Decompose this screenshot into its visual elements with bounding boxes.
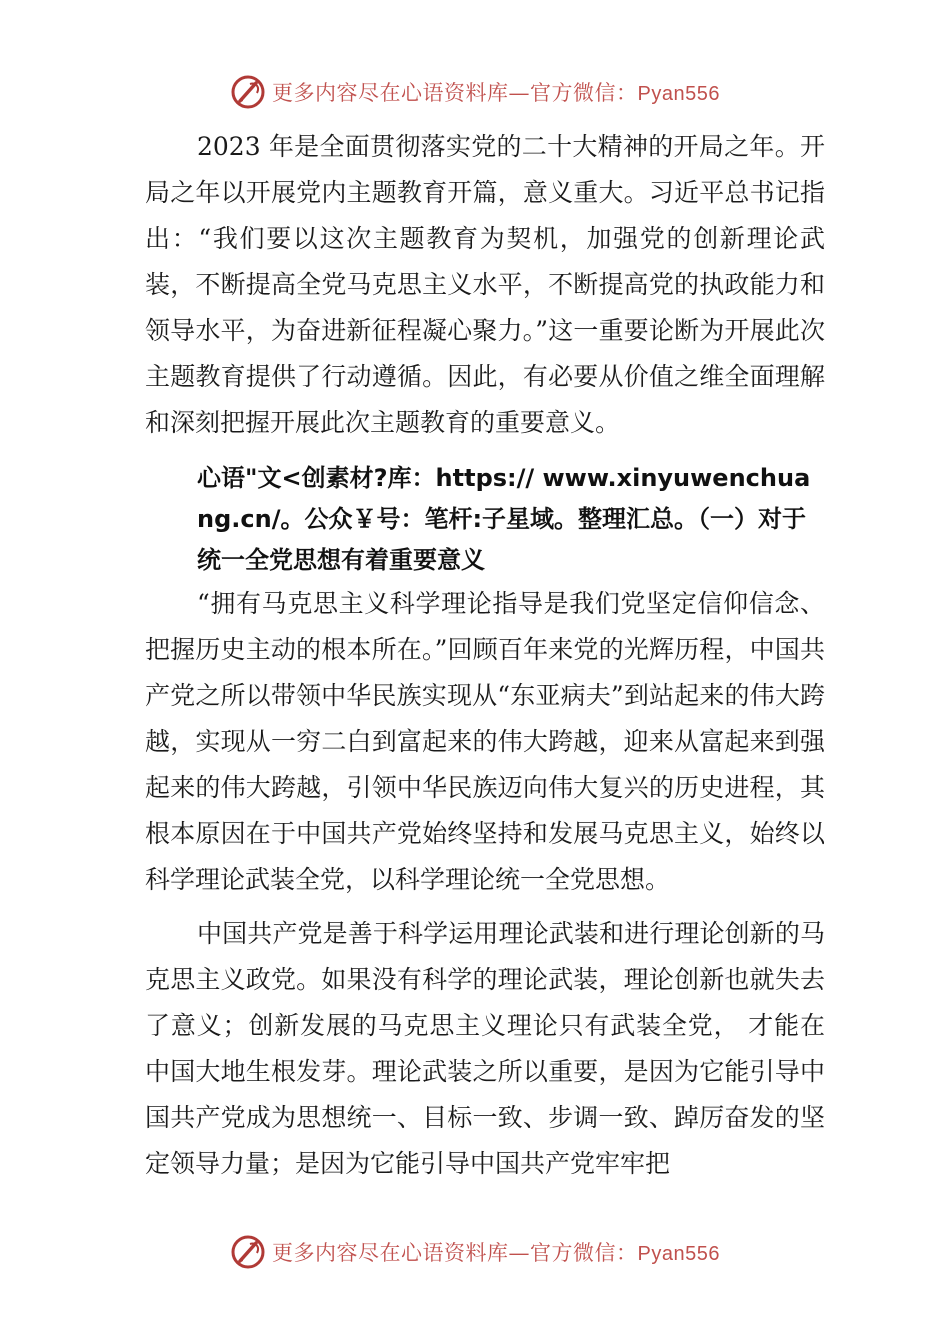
paragraph-theory: 中国共产党是善于科学运用理论武装和进行理论创新的马克思主义政党。如果没有科学的理论武装，理论创新也就失去了意义；创新发展的马克思主义理论只有武装全党， 才能在中国大地生根发芽。理论武装之所以重要，是因为它能引导中国共产党成为思想统一、目标一致、步调一致、踔厉奋发的坚定领导力量；是因为它能引导中国共产党牢牢把	[145, 919, 825, 1178]
banner-label: 更多内容尽在心语资料库—官方微信：	[272, 1241, 638, 1265]
document-body	[145, 124, 825, 1187]
bottom-banner	[0, 1230, 950, 1274]
paragraph-gap	[145, 903, 825, 911]
wechat-id: Pyan556	[637, 1243, 720, 1265]
section-heading: 心语"文<创素材?库：https:// www.xinyuwenchuang.cn/。公众￥号：笔杆:子星域。整理汇总。（一）对于统一全党思想有着重要意义	[197, 464, 811, 574]
top-banner	[0, 70, 950, 114]
banner-label: 更多内容尽在心语资料库—官方微信：	[272, 81, 638, 105]
wechat-id: Pyan556	[637, 83, 720, 105]
pen-logo-icon	[230, 74, 266, 110]
banner-text	[272, 1237, 720, 1267]
banner-text	[272, 77, 720, 107]
paragraph-quote: “拥有马克思主义科学理论指导是我们党坚定信仰信念、把握历史主动的根本所在。”回顾百年来党的光辉历程，中国共产党之所以带领中华民族实现从“东亚病夫”到站起来的伟大跨越，实现从一穷二白到富起来的伟大跨越，迎来从富起来到强起来的伟大跨越，引领中华民族迈向伟大复兴的历史进程，其根本原因在于中国共产党始终坚持和发展马克思主义，始终以科学理论武装全党，以科学理论统一全党思想。	[145, 589, 825, 894]
paragraph-gap	[145, 446, 825, 454]
paragraph-intro: 2023 年是全面贯彻落实党的二十大精神的开局之年。开局之年以开展党内主题教育开篇，意义重大。习近平总书记指出：“我们要以这次主题教育为契机，加强党的创新理论武装，不断提高全党马克思主义水平，不断提高党的执政能力和领导水平，为奋进新征程凝心聚力。”这一重要论断为开展此次主题教育提供了行动遵循。因此，有必要从价值之维全面理解和深刻把握开展此次主题教育的重要意义。	[145, 132, 825, 437]
pen-logo-icon	[230, 1234, 266, 1270]
